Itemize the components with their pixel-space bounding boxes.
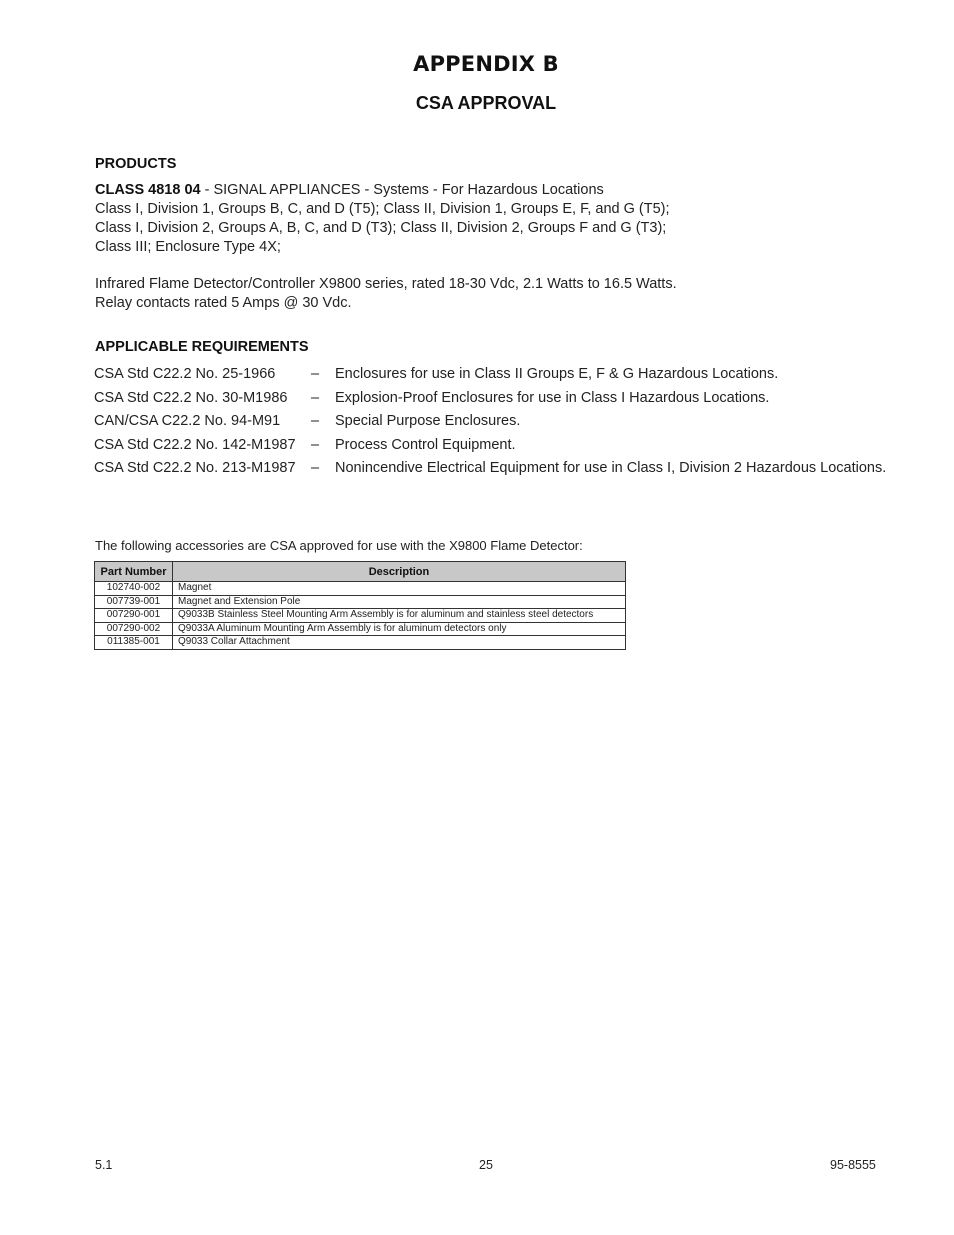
class-code: CLASS 4818 04 bbox=[95, 182, 201, 198]
requirement-dash: – bbox=[311, 389, 320, 406]
requirement-standard: CSA Std C22.2 No. 30-M1986 bbox=[94, 389, 288, 406]
requirement-standard: CSA Std C22.2 No. 213-M1987 bbox=[94, 460, 296, 476]
table-row bbox=[95, 595, 626, 609]
column-header-part-number: Part Number bbox=[95, 562, 173, 582]
class-description: - SIGNAL APPLIANCES - Systems - For Hazardous Locations bbox=[200, 182, 604, 198]
column-header-description: Description bbox=[173, 562, 626, 582]
products-heading: PRODUCTS bbox=[95, 156, 177, 172]
requirement-dash: – bbox=[311, 436, 320, 453]
description-cell: Q9033B Stainless Steel Mounting Arm Assembly is for aluminum and stainless steel detectors bbox=[173, 609, 626, 623]
table-header-row bbox=[95, 562, 626, 582]
requirements-heading: APPLICABLE REQUIREMENTS bbox=[95, 339, 309, 355]
part-number-cell: 007290-002 bbox=[95, 622, 173, 636]
description-cell: Magnet and Extension Pole bbox=[173, 595, 626, 609]
footer-revision: 5.1 bbox=[95, 1158, 113, 1172]
part-number-cell: 007290-001 bbox=[95, 609, 173, 623]
description-cell: Q9033A Aluminum Mounting Arm Assembly is for aluminum detectors only bbox=[173, 622, 626, 636]
requirement-description: Explosion-Proof Enclosures for use in Class I Hazardous Locations. bbox=[335, 389, 770, 406]
footer-document-number: 95-8555 bbox=[830, 1158, 876, 1172]
table-row bbox=[95, 582, 626, 596]
class-rating-line: Class I, Division 1, Groups B, C, and D (T5); Class II, Division 1, Groups E, F, and G (T5); bbox=[95, 201, 670, 217]
requirement-description: Enclosures for use in Class II Groups E, F & G Hazardous Locations. bbox=[335, 366, 779, 382]
table-row bbox=[95, 636, 626, 650]
requirement-description: Special Purpose Enclosures. bbox=[335, 413, 521, 429]
page-title: APPENDIX B bbox=[413, 52, 559, 76]
products-rating-block bbox=[95, 275, 677, 313]
requirement-description: Process Control Equipment. bbox=[335, 436, 516, 453]
accessories-note: The following accessories are CSA approved for use with the X9800 Flame Detector: bbox=[95, 538, 583, 553]
footer-page-number: 25 bbox=[479, 1158, 493, 1172]
table-row bbox=[95, 609, 626, 623]
table-row bbox=[95, 622, 626, 636]
requirement-dash: – bbox=[311, 366, 320, 382]
requirement-standard: CSA Std C22.2 No. 142-M1987 bbox=[94, 436, 296, 453]
class-rating-line: Class I, Division 2, Groups A, B, C, and D (T3); Class II, Division 2, Groups F and G (T3); bbox=[95, 220, 667, 236]
requirement-dash: – bbox=[311, 460, 320, 476]
part-number-cell: 102740-002 bbox=[95, 582, 173, 596]
requirement-dash: – bbox=[311, 413, 320, 429]
products-class-block bbox=[95, 181, 670, 257]
description-cell: Q9033 Collar Attachment bbox=[173, 636, 626, 650]
relay-rating: Relay contacts rated 5 Amps @ 30 Vdc. bbox=[95, 295, 352, 311]
class-rating-line: Class III; Enclosure Type 4X; bbox=[95, 239, 281, 255]
requirement-standard: CAN/CSA C22.2 No. 94-M91 bbox=[94, 413, 281, 429]
description-cell: Magnet bbox=[173, 582, 626, 596]
class-line bbox=[95, 181, 670, 200]
accessories-table bbox=[94, 561, 626, 650]
detector-rating: Infrared Flame Detector/Controller X9800 series, rated 18-30 Vdc, 2.1 Watts to 16.5 Watts. bbox=[95, 276, 677, 292]
page-subtitle: CSA APPROVAL bbox=[415, 93, 557, 113]
part-number-cell: 007739-001 bbox=[95, 595, 173, 609]
part-number-cell: 011385-001 bbox=[95, 636, 173, 650]
requirement-description: Nonincendive Electrical Equipment for use in Class I, Division 2 Hazardous Locations. bbox=[335, 460, 887, 476]
requirement-standard: CSA Std C22.2 No. 25-1966 bbox=[94, 366, 276, 382]
